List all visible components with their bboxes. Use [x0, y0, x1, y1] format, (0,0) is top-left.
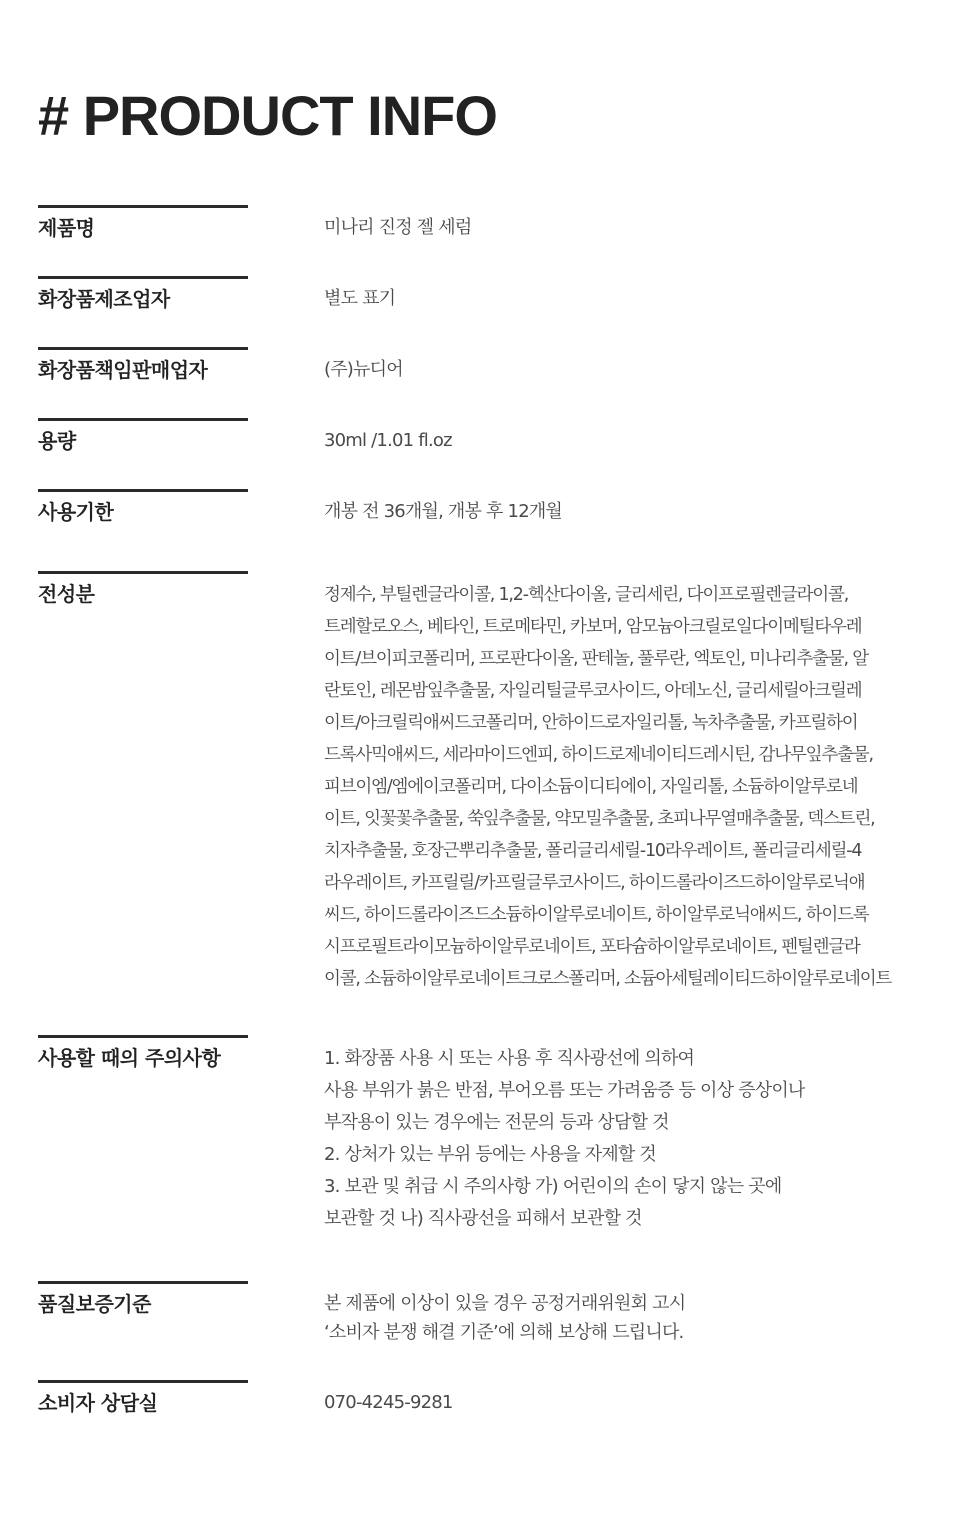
row-label: 소비자 상담실: [38, 1391, 158, 1415]
row-divider: [38, 418, 248, 421]
row-value: [324, 579, 891, 995]
value-line: 트레할로오스, 베타인, 트로메타민, 카보머, 암모늄아크릴로일다이메틸타우레: [324, 617, 862, 637]
row-divider: [38, 276, 248, 279]
value-line: 본 제품에 이상이 있을 경우 공정거래위원회 고시: [324, 1293, 686, 1314]
value-line: 사용 부위가 붉은 반점, 부어오름 또는 가려움증 등 이상 증상이나: [324, 1080, 805, 1101]
value-line: 별도 표기: [324, 288, 396, 309]
row-value: [324, 497, 562, 527]
row-divider: [38, 347, 248, 350]
row-divider: [38, 1281, 248, 1284]
value-line: 070-4245-9281: [324, 1392, 453, 1413]
row-divider: [38, 489, 248, 492]
value-line: 2. 상처가 있는 부위 등에는 사용을 자제할 것: [324, 1144, 657, 1165]
row-value: [324, 1289, 685, 1347]
row-value: [324, 1388, 453, 1418]
value-line: 이트, 잇꽃꽃추출물, 쑥잎추출물, 약모밀추출물, 초피나무열매추출물, 덱스트린,: [324, 809, 875, 829]
value-line: (주)뉴디어: [324, 359, 403, 380]
value-line: 부작용이 있는 경우에는 전문의 등과 상담할 것: [324, 1112, 669, 1133]
row-divider: [38, 571, 248, 574]
value-line: 미나리 진정 젤 세럼: [324, 217, 472, 238]
value-line: 란토인, 레몬밤잎추출물, 자일리틸글루코사이드, 아데노신, 글리세릴아크릴레: [324, 681, 862, 701]
row-value: [324, 1043, 805, 1235]
row-label: 용량: [38, 429, 76, 453]
value-line: 씨드, 하이드롤라이즈드소듐하이알루로네이트, 하이알루로닉애씨드, 하이드록: [324, 905, 869, 925]
value-line: 시프로필트라이모늄하이알루로네이트, 포타슘하이알루로네이트, 펜틸렌글라: [324, 937, 860, 957]
row-value: [324, 213, 471, 243]
row-label: 화장품책임판매업자: [38, 358, 208, 382]
value-line: 개봉 전 36개월, 개봉 후 12개월: [324, 501, 563, 522]
value-line: 1. 화장품 사용 시 또는 사용 후 직사광선에 의하여: [324, 1048, 695, 1069]
row-label: 사용기한: [38, 500, 114, 524]
row-label: 품질보증기준: [38, 1292, 151, 1316]
value-line: 라우레이트, 카프릴릴/카프릴글루코사이드, 하이드롤라이즈드하이알루로닉애: [324, 873, 865, 893]
row-value: [324, 426, 452, 456]
value-line: 이콜, 소듐하이알루로네이트크로스폴리머, 소듐아세틸레이티드하이알루로네이트: [324, 969, 892, 989]
value-line: 30ml /1.01 fl.oz: [324, 430, 452, 451]
value-line: ‘소비자 분쟁 해결 기준’에 의해 보상해 드립니다.: [324, 1322, 684, 1343]
value-line: 이트/아크릴릭애씨드코폴리머, 안하이드로자일리톨, 녹차추출물, 카프릴하이: [324, 713, 858, 733]
row-label: 화장품제조업자: [38, 287, 170, 311]
row-value: [324, 284, 395, 314]
row-divider: [38, 205, 248, 208]
value-line: 이트/브이피코폴리머, 프로판다이올, 판테놀, 풀루란, 엑토인, 미나리추출물, 알: [324, 649, 868, 669]
value-line: 3. 보관 및 취급 시 주의사항 가) 어린이의 손이 닿지 않는 곳에: [324, 1176, 782, 1197]
row-divider: [38, 1035, 248, 1038]
row-value: [324, 355, 403, 385]
value-line: 피브이엠/엠에이코폴리머, 다이소듐이디티에이, 자일리톨, 소듐하이알루로네: [324, 777, 858, 797]
row-label: 전성분: [38, 582, 95, 606]
value-line: 치자추출물, 호장근뿌리추출물, 폴리글리세릴-10라우레이트, 폴리글리세릴-4: [324, 841, 862, 861]
value-line: 정제수, 부틸렌글라이콜, 1,2-헥산다이올, 글리세린, 다이프로필렌글라이콜,: [324, 585, 849, 605]
row-label: 제품명: [38, 216, 95, 240]
page-title: # PRODUCT INFO: [38, 84, 497, 147]
row-label: 사용할 때의 주의사항: [38, 1046, 221, 1070]
row-divider: [38, 1380, 248, 1383]
value-line: 보관할 것 나) 직사광선을 피해서 보관할 것: [324, 1208, 642, 1229]
value-line: 드록사믹애씨드, 세라마이드엔피, 하이드로제네이티드레시틴, 감나무잎추출물,: [324, 745, 873, 765]
